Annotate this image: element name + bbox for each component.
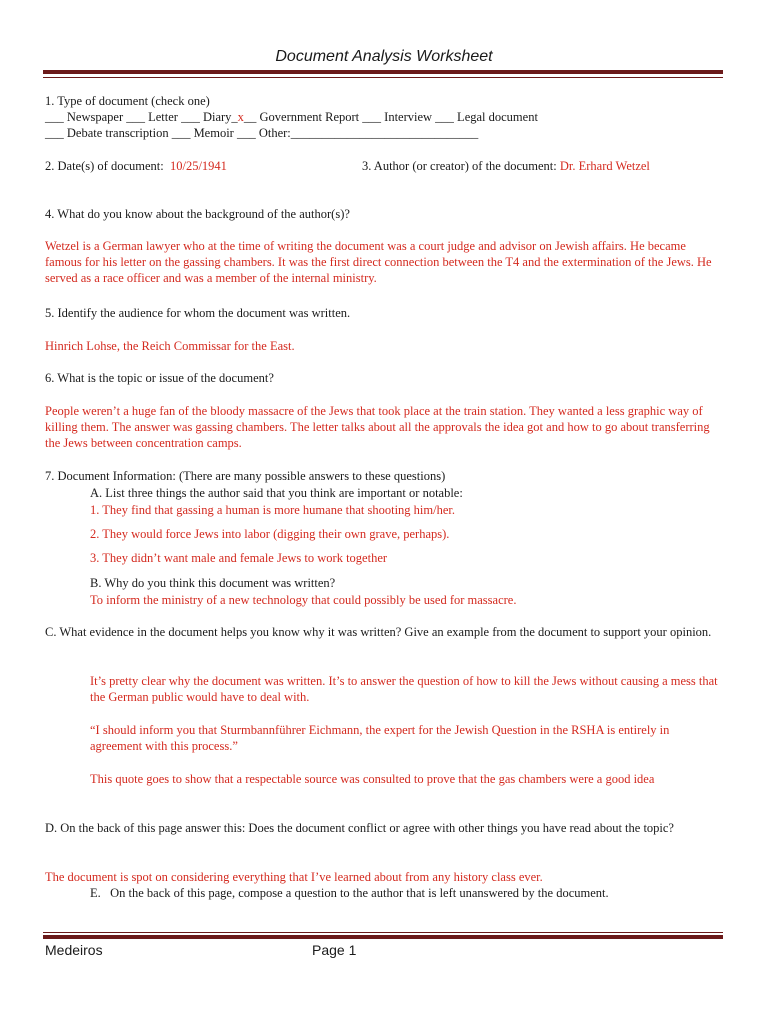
q7a-prompt: A. List three things the author said that you think are important or notable: <box>90 486 463 500</box>
q3-label: 3. Author (or creator) of the document: <box>362 159 557 173</box>
q6-prompt: 6. What is the topic or issue of the document? <box>45 371 274 385</box>
footer-rule <box>43 935 723 939</box>
qc-answer-quote: “I should inform you that Sturmbannführer Eichmann, the expert for the Jewish Question in the RSHA is entirely in agreement with this process.” <box>90 723 670 753</box>
q2-answer: 10/25/1941 <box>169 159 227 173</box>
header-rule-thin <box>43 77 723 78</box>
footer-rule-thin <box>43 932 723 933</box>
header-rule <box>43 70 723 74</box>
q4-answer: Wetzel is a German lawyer who at the time of writing the document was a court judge and advisor on Jewish affairs. He became famous for his letter on the gassing chambers. It was the first direct connection between the T4 and the extermination of the Jews. He served as a race officer and was a member of the internal ministry. <box>45 239 712 285</box>
footer-author: Medeiros <box>45 942 103 958</box>
footer-page-number: Page 1 <box>312 942 357 958</box>
q7a-answer-3: 3. They didn’t want male and female Jews to work together <box>90 551 388 565</box>
qe-prompt: E. On the back of this page, compose a question to the author that is left unanswered by the document. <box>90 886 609 900</box>
q7b-answer: To inform the ministry of a new technology that could possibly be used for massacre. <box>90 593 517 607</box>
q1-options-before: ___ Newspaper ___ Letter ___ Diary_ <box>45 110 238 124</box>
qd-prompt: D. On the back of this page answer this: Does the document conflict or agree with other things you have read about the topic? <box>45 821 674 835</box>
q5-prompt: 5. Identify the audience for whom the document was written. <box>45 306 351 320</box>
q3-answer: Dr. Erhard Wetzel <box>559 159 650 173</box>
q5-answer: Hinrich Lohse, the Reich Commissar for the East. <box>45 339 295 353</box>
qc-answer-3: This quote goes to show that a respectable source was consulted to prove that the gas chambers were a good idea <box>90 772 655 786</box>
q2-row <box>45 158 227 174</box>
q7b-prompt: B. Why do you think this document was written? <box>90 576 336 590</box>
qc-prompt: C. What evidence in the document helps you know why it was written? Give an example from the document to support your opinion. <box>45 625 712 639</box>
q1-checked-mark: x <box>237 110 244 124</box>
page-title: Document Analysis Worksheet <box>275 48 493 65</box>
q7a-answer-1: 1. They find that gassing a human is more humane that shooting him/her. <box>90 503 455 517</box>
q2-label: 2. Date(s) of document: <box>45 159 164 173</box>
q7a-answer-2: 2. They would force Jews into labor (digging their own grave, perhaps). <box>90 527 450 541</box>
q1-options-row1 <box>45 109 538 125</box>
qc-answer-1: It’s pretty clear why the document was written. It’s to answer the question of how to kill the Jews without causing a mess that the German public would have to deal with. <box>90 674 718 704</box>
q1-options-row2: ___ Debate transcription ___ Memoir ___ Other:______________________________ <box>45 126 479 140</box>
q1-prompt: 1. Type of document (check one) <box>45 94 210 108</box>
q3-row <box>362 158 650 174</box>
q1-options-after: __ Government Report ___ Interview ___ Legal document <box>243 110 538 124</box>
q4-prompt: 4. What do you know about the background of the author(s)? <box>45 207 350 221</box>
q7-prompt: 7. Document Information: (There are many possible answers to these questions) <box>45 469 446 483</box>
q6-answer: People weren’t a huge fan of the bloody massacre of the Jews that took place at the train station. They wanted a less graphic way of killing them. The answer was gassing chambers. The letter talks about all the approvals the idea got and how to go about transferring the Jews between concentration camps. <box>45 404 710 450</box>
qd-answer: The document is spot on considering everything that I’ve learned about from any history class ever. <box>45 870 543 884</box>
